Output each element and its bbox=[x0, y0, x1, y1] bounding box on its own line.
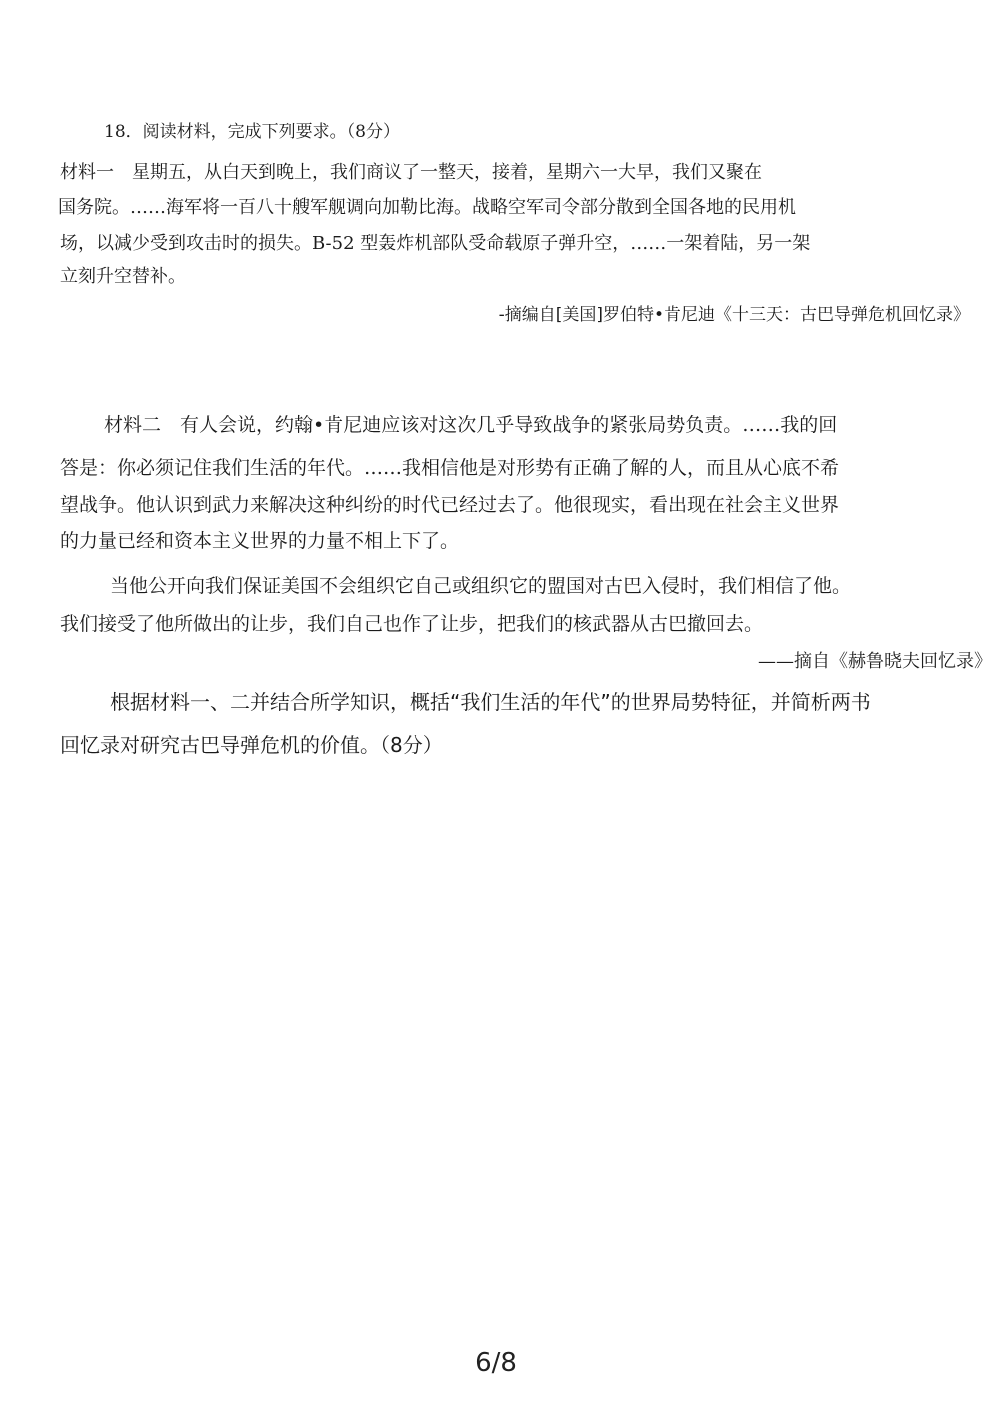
page-number: 6/8 bbox=[475, 1348, 517, 1378]
material-two-line: 答是：你必须记住我们生活的年代。……我相信他是对形势有正确了解的人，而且从心底不希 bbox=[60, 457, 840, 479]
question-title: 18．阅读材料，完成下列要求。（8分） bbox=[104, 122, 400, 142]
material-two-line: 望战争。他认识到武力来解决这种纠纷的时代已经过去了。他很现实，看出现在社会主义世界 bbox=[60, 494, 840, 516]
material-two-line: 的力量已经和资本主义世界的力量不相上下了。 bbox=[60, 530, 460, 552]
material-two-source: ——摘自《赫鲁晓夫回忆录》 bbox=[758, 651, 992, 672]
material-one-line: 材料一 星期五，从白天到晚上，我们商议了一整天，接着，星期六一大早，我们又聚在 bbox=[60, 162, 762, 183]
task-line: 根据材料一、二并结合所学知识，概括“我们生活的年代”的世界局势特征，并简析两书 bbox=[110, 690, 871, 714]
task-line: 回忆录对研究古巴导弹危机的价值。（8分） bbox=[60, 733, 443, 757]
material-two-line: 当他公开向我们保证美国不会组织它自己或组织它的盟国对古巴入侵时，我们相信了他。 bbox=[110, 575, 852, 597]
material-one-line: 立刻升空替补。 bbox=[60, 266, 186, 287]
material-one-line: 场，以减少受到攻击时的损失。B-52 型轰炸机部队受命载原子弹升空，……一架着陆，另一架 bbox=[60, 233, 811, 254]
material-two-line: 我们接受了他所做出的让步，我们自己也作了让步，把我们的核武器从古巴撤回去。 bbox=[60, 613, 764, 635]
material-one-line: 国务院。……海军将一百八十艘军舰调向加勒比海。战略空军司令部分散到全国各地的民用机 bbox=[58, 197, 796, 218]
material-two-line: 材料二 有人会说，约翰•肯尼迪应该对这次几乎导致战争的紧张局势负责。……我的回 bbox=[104, 414, 838, 436]
material-one-source: -摘编自[美国]罗伯特•肯尼迪《十三天：古巴导弹危机回忆录》 bbox=[498, 305, 970, 325]
